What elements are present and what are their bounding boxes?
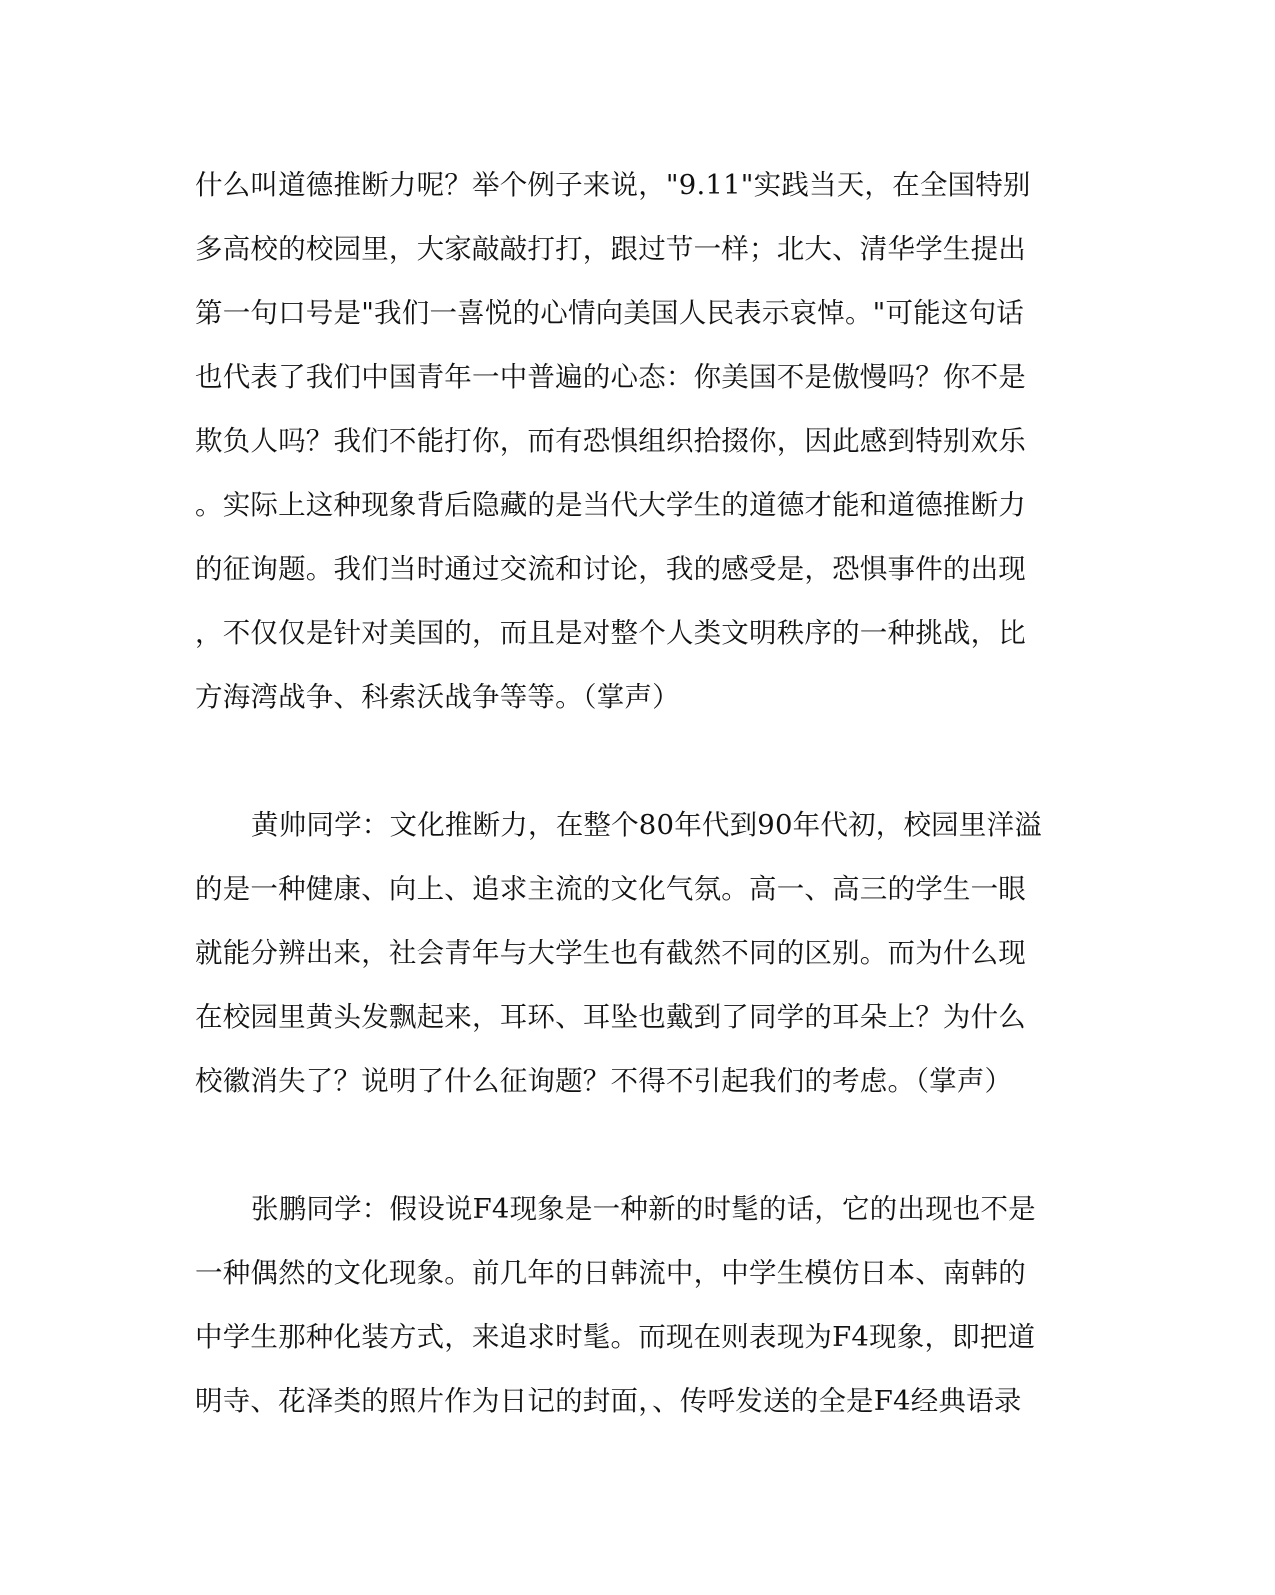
text-line: 校徽消失了？说明了什么征询题？不得不引起我们的考虑。（掌声） <box>195 1065 1013 1097</box>
text-line: 中学生那种化装方式，来追求时髦。而现在则表现为F4现象，即把道 <box>195 1321 1036 1353</box>
text-line: 欺负人吗？我们不能打你，而有恐惧组织拾掇你，因此感到特别欢乐 <box>195 425 1026 457</box>
text-line: 的是一种健康、向上、追求主流的文化气氛。高一、高三的学生一眼 <box>195 873 1026 905</box>
text-line: 黄帅同学：文化推断力，在整个80年代到90年代初，校园里洋溢 <box>251 809 1042 841</box>
text-line: 的征询题。我们当时通过交流和讨论，我的感受是，恐惧事件的出现 <box>195 553 1026 585</box>
text-line: 一种偶然的文化现象。前几年的日韩流中，中学生模仿日本、南韩的 <box>195 1257 1026 1289</box>
text-line: 在校园里黄头发飘起来，耳环、耳坠也戴到了同学的耳朵上？为什么 <box>195 1001 1026 1033</box>
text-line: ，不仅仅是针对美国的，而且是对整个人类文明秩序的一种挑战，比 <box>195 617 1026 649</box>
text-line: 也代表了我们中国青年一中普遍的心态：你美国不是傲慢吗？你不是 <box>195 361 1026 393</box>
text-line: 什么叫道德推断力呢？举个例子来说，"9.11"实践当天，在全国特别 <box>195 169 1031 201</box>
text-line: 第一句口号是"我们一喜悦的心情向美国人民表示哀悼。"可能这句话 <box>195 297 1024 329</box>
text-line: 多高校的校园里，大家敲敲打打，跟过节一样；北大、清华学生提出 <box>195 233 1026 265</box>
text-line: 。实际上这种现象背后隐藏的是当代大学生的道德才能和道德推断力 <box>195 489 1026 521</box>
text-line: 方海湾战争、科索沃战争等等。（掌声） <box>195 681 680 713</box>
text-line: 张鹏同学：假设说F4现象是一种新的时髦的话，它的出现也不是 <box>251 1193 1036 1225</box>
text-line: 明寺、花泽类的照片作为日记的封面，、传呼发送的全是F4经典语录 <box>195 1385 1022 1417</box>
text-line: 就能分辨出来，社会青年与大学生也有截然不同的区别。而为什么现 <box>195 937 1026 969</box>
